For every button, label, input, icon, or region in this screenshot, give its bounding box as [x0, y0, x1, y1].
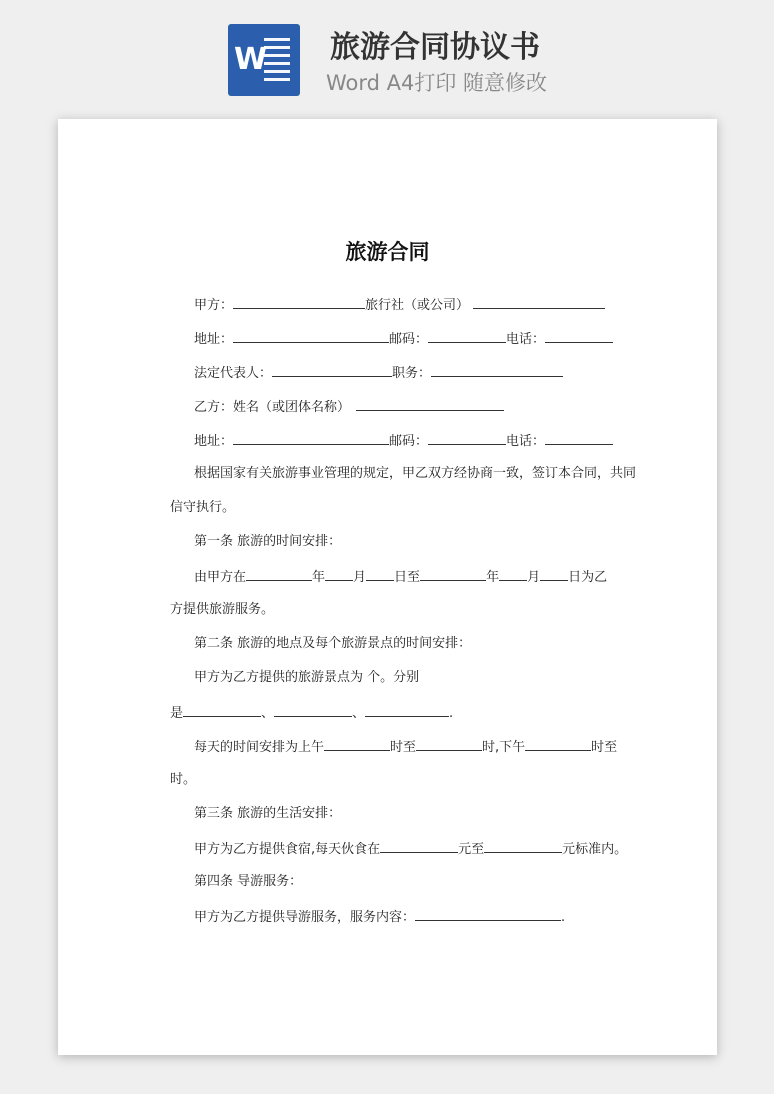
blank[interactable] — [484, 839, 562, 853]
address-line-a — [194, 329, 613, 348]
blank[interactable] — [525, 737, 591, 751]
blank[interactable] — [431, 363, 563, 377]
text: 由甲方在 — [194, 570, 247, 585]
header-title: 旅游合同协议书 — [330, 30, 540, 65]
legal-rep-label: 法定代表人： — [194, 366, 273, 381]
blank[interactable] — [540, 567, 568, 581]
party-a-label: 甲方： — [194, 298, 234, 313]
party-b-label: 乙方：姓名（或团体名称） — [194, 400, 351, 415]
preamble-line-2: 信守执行。 — [170, 500, 236, 515]
address-line-b — [194, 431, 613, 450]
blank[interactable] — [428, 329, 506, 343]
blank[interactable] — [499, 567, 527, 581]
blank[interactable] — [365, 703, 449, 717]
text: 月 — [527, 570, 541, 585]
article-3-heading: 第三条 旅游的生活安排： — [194, 806, 342, 821]
blank[interactable] — [545, 329, 613, 343]
text: 元标准内。 — [562, 842, 628, 857]
watermark — [90, 479, 114, 508]
article-1-continued: 方提供旅游服务。 — [170, 602, 275, 617]
blank[interactable] — [274, 703, 352, 717]
position-label: 职务： — [392, 366, 432, 381]
header-subtitle: Word A4打印 随意修改 — [326, 71, 548, 95]
party-a-line — [194, 295, 605, 314]
article-2-schedule — [194, 737, 617, 756]
phone-label: 电话： — [506, 434, 546, 449]
text: 元至 — [458, 842, 485, 857]
phone-label: 电话： — [506, 332, 546, 347]
text: 、 — [352, 706, 366, 721]
blank[interactable] — [473, 295, 605, 309]
article-2-spot-list — [170, 703, 453, 722]
document-page — [58, 119, 717, 1055]
header — [0, 0, 774, 110]
word-icon — [228, 24, 300, 96]
text: 时,下午 — [482, 740, 526, 755]
text: 日至 — [394, 570, 421, 585]
legal-rep-line — [194, 363, 563, 382]
word-icon-lines — [264, 38, 290, 82]
blank[interactable] — [246, 567, 312, 581]
address-label: 地址： — [194, 332, 234, 347]
preamble-line-1: 根据国家有关旅游事业管理的规定，甲乙双方经协商一致，签订本合同，共同 — [194, 466, 637, 481]
blank[interactable] — [545, 431, 613, 445]
text: 年 — [312, 570, 326, 585]
word-icon-letter: W — [234, 42, 268, 77]
blank[interactable] — [428, 431, 506, 445]
article-2-continued: 时。 — [170, 772, 197, 787]
article-4-guide — [194, 907, 565, 926]
travel-agency-label: 旅行社（或公司） — [365, 298, 470, 313]
document-title: 旅游合同 — [345, 240, 430, 264]
article-1-dates — [194, 567, 607, 586]
blank[interactable] — [325, 567, 353, 581]
blank[interactable] — [183, 703, 261, 717]
blank[interactable] — [416, 737, 482, 751]
blank[interactable] — [233, 295, 365, 309]
text: . — [449, 706, 454, 721]
blank[interactable] — [233, 329, 389, 343]
text: 年 — [486, 570, 500, 585]
party-b-line — [194, 397, 504, 416]
blank[interactable] — [233, 431, 389, 445]
blank[interactable] — [420, 567, 486, 581]
text: 甲方为乙方提供食宿,每天伙食在 — [194, 842, 381, 857]
text: 时至 — [390, 740, 417, 755]
article-1-heading: 第一条 旅游的时间安排： — [194, 534, 342, 549]
text: 时至 — [591, 740, 618, 755]
blank[interactable] — [356, 397, 504, 411]
text: 、 — [261, 706, 275, 721]
blank[interactable] — [366, 567, 394, 581]
text: 日为乙 — [568, 570, 608, 585]
text: . — [561, 910, 566, 925]
blank[interactable] — [415, 907, 561, 921]
blank[interactable] — [272, 363, 392, 377]
text: 甲方为乙方提供导游服务，服务内容： — [194, 910, 416, 925]
address-label: 地址： — [194, 434, 234, 449]
article-4-heading: 第四条 导游服务： — [194, 874, 303, 889]
blank[interactable] — [324, 737, 390, 751]
article-2-heading: 第二条 旅游的地点及每个旅游景点的时间安排： — [194, 636, 472, 651]
blank[interactable] — [380, 839, 458, 853]
postcode-label: 邮码： — [389, 434, 429, 449]
text: 是 — [170, 706, 184, 721]
postcode-label: 邮码： — [389, 332, 429, 347]
article-2-spots: 甲方为乙方提供的旅游景点为 个。分别 — [194, 670, 420, 685]
text: 月 — [353, 570, 367, 585]
text: 每天的时间安排为上午 — [194, 740, 325, 755]
article-3-meals — [194, 839, 627, 858]
